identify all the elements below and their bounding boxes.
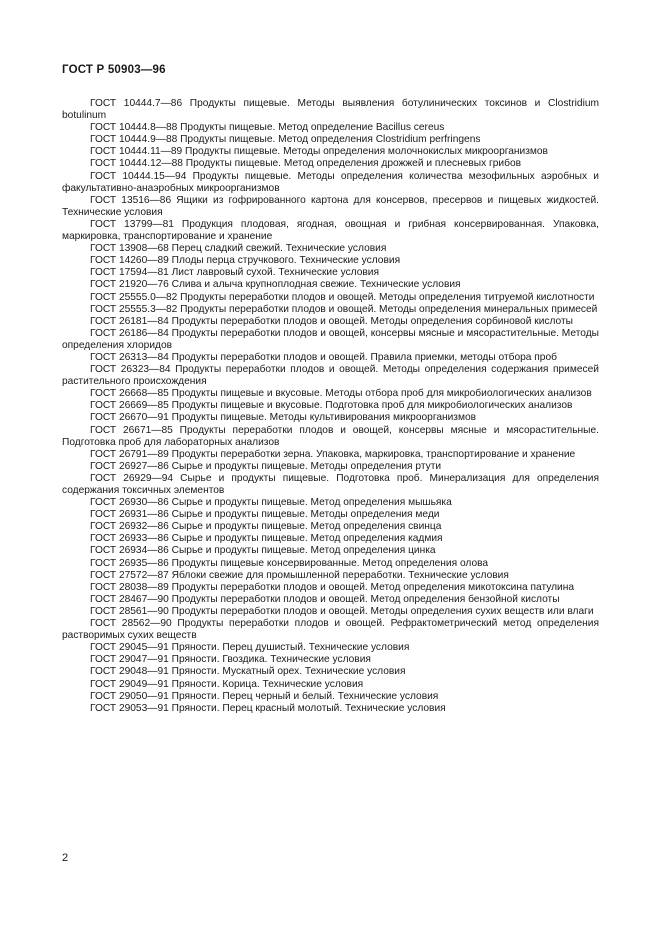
reference-entry: ГОСТ 27572—87 Яблоки свежие для промышленной переработки. Технические условия xyxy=(90,569,509,581)
reference-entry: ГОСТ 29053—91 Пряности. Перец красный молотый. Технические условия xyxy=(90,702,446,714)
reference-entry: ГОСТ 26931—86 Сырье и продукты пищевые. Методы определения меди xyxy=(90,509,440,521)
reference-entry: ГОСТ 10444.12—88 Продукты пищевые. Метод определения дрожжей и плесневых грибов xyxy=(90,158,522,170)
reference-entry: ГОСТ 26186—84 Продукты переработки плодов и овощей, консервы мясные и мясорастительные. Методы определения хлоридов xyxy=(62,327,599,351)
reference-entry: ГОСТ 29050—91 Пряности. Перец черный и белый. Технические условия xyxy=(90,690,439,702)
reference-entry: ГОСТ 10444.9—88 Продукты пищевые. Метод определения Clostridium perfringens xyxy=(90,134,481,146)
reference-entry: ГОСТ 26181—84 Продукты переработки плодов и овощей. Методы определения сорбиновой кислоты xyxy=(90,315,573,327)
reference-entry: ГОСТ 26934—86 Сырье и продукты пищевые. Метод определения цинка xyxy=(90,545,436,557)
reference-entry: ГОСТ 26313—84 Продукты переработки плодов и овощей. Правила приемки, методы отбора проб xyxy=(90,351,557,363)
reference-entry: ГОСТ 26791—89 Продукты переработки зерна. Упаковка, маркировка, транспортирование и хранение xyxy=(90,448,576,460)
reference-entry: ГОСТ 10444.7—86 Продукты пищевые. Методы выявления ботулинических токсинов и Clostridium botulinum xyxy=(62,98,599,122)
reference-entry: ГОСТ 10444.15—94 Продукты пищевые. Методы определения количества мезофильных аэробных и факультативно-анаэробных микроорганизмов xyxy=(62,170,599,194)
reference-entry: ГОСТ 29047—91 Пряности. Гвоздика. Технические условия xyxy=(90,654,371,666)
reference-entry: ГОСТ 13908—68 Перец сладкий свежий. Технические условия xyxy=(90,243,387,255)
reference-entry: ГОСТ 28467—90 Продукты переработки плодов и овощей. Метод определения бензойной кислоты xyxy=(90,593,560,605)
reference-entry: ГОСТ 26927—86 Сырье и продукты пищевые. Методы определения ртути xyxy=(90,460,442,472)
reference-entry: ГОСТ 29049—91 Пряности. Корица. Технические условия xyxy=(90,678,364,690)
reference-entry: ГОСТ 26935—86 Продукты пищевые консервированные. Метод определения олова xyxy=(90,557,489,569)
normative-references-list xyxy=(62,98,599,715)
reference-entry: ГОСТ 14260—89 Плоды перца стручкового. Технические условия xyxy=(90,255,401,267)
reference-entry: ГОСТ 26671—85 Продукты переработки плодов и овощей, консервы мясные и мясорастительные. Подготовка проб для лабораторных анализов xyxy=(62,424,599,448)
reference-entry: ГОСТ 26670—91 Продукты пищевые. Методы культивирования микроорганизмов xyxy=(90,412,477,424)
reference-entry: ГОСТ 28561—90 Продукты переработки плодов и овощей. Методы определения сухих веществ или влаги xyxy=(90,605,594,617)
reference-entry: ГОСТ 10444.11—89 Продукты пищевые. Методы определения молочнокислых микроорганизмов xyxy=(90,146,548,158)
page-number: 2 xyxy=(62,852,69,864)
reference-entry: ГОСТ 29048—91 Пряности. Мускатный орех. Технические условия xyxy=(90,666,406,678)
reference-entry: ГОСТ 13516—86 Ящики из гофрированного картона для консервов, пресервов и пищевых жидкостей. Технические условия xyxy=(62,194,599,218)
reference-entry: ГОСТ 25555.0—82 Продукты переработки плодов и овощей. Методы определения титруемой кислотности xyxy=(90,291,595,303)
document-header: ГОСТ Р 50903—96 xyxy=(62,64,166,76)
reference-entry: ГОСТ 13799—81 Продукция плодовая, ягодная, овощная и грибная консервированная. Упаковка, маркировка, транспортирование и хранение xyxy=(62,218,599,243)
reference-entry: ГОСТ 26929—94 Сырье и продукты пищевые. Подготовка проб. Минерализация для определения содержания токсичных элементов xyxy=(62,472,599,496)
reference-entry: ГОСТ 26323—84 Продукты переработки плодов и овощей. Методы определения содержания примесей растительного происхождения xyxy=(62,364,599,388)
reference-entry: ГОСТ 21920—76 Слива и алыча крупноплодная свежие. Технические условия xyxy=(90,279,461,291)
reference-entry: ГОСТ 26930—86 Сырье и продукты пищевые. Метод определения мышьяка xyxy=(90,497,452,509)
reference-entry: ГОСТ 25555.3—82 Продукты переработки плодов и овощей. Методы определения минеральных примесей xyxy=(90,303,598,315)
reference-entry: ГОСТ 26932—86 Сырье и продукты пищевые. Метод определения свинца xyxy=(90,521,442,533)
reference-entry: ГОСТ 17594—81 Лист лавровый сухой. Технические условия xyxy=(90,267,380,279)
reference-entry: ГОСТ 28038—89 Продукты переработки плодов и овощей. Метод определения микотоксина патулина xyxy=(90,581,575,593)
reference-entry: ГОСТ 26933—86 Сырье и продукты пищевые. Метод определения кадмия xyxy=(90,533,443,545)
reference-entry: ГОСТ 26669—85 Продукты пищевые и вкусовые. Подготовка проб для микробиологических анализов xyxy=(90,400,573,412)
reference-entry: ГОСТ 28562—90 Продукты переработки плодов и овощей. Рефрактометрический метод определения растворимых сухих веществ xyxy=(62,618,599,642)
reference-entry: ГОСТ 10444.8—88 Продукты пищевые. Метод определение Bacillus cereus xyxy=(90,122,445,134)
reference-entry: ГОСТ 26668—85 Продукты пищевые и вкусовые. Методы отбора проб для микробиологических анализов xyxy=(90,388,592,400)
reference-entry: ГОСТ 29045—91 Пряности. Перец душистый. Технические условия xyxy=(90,642,410,654)
